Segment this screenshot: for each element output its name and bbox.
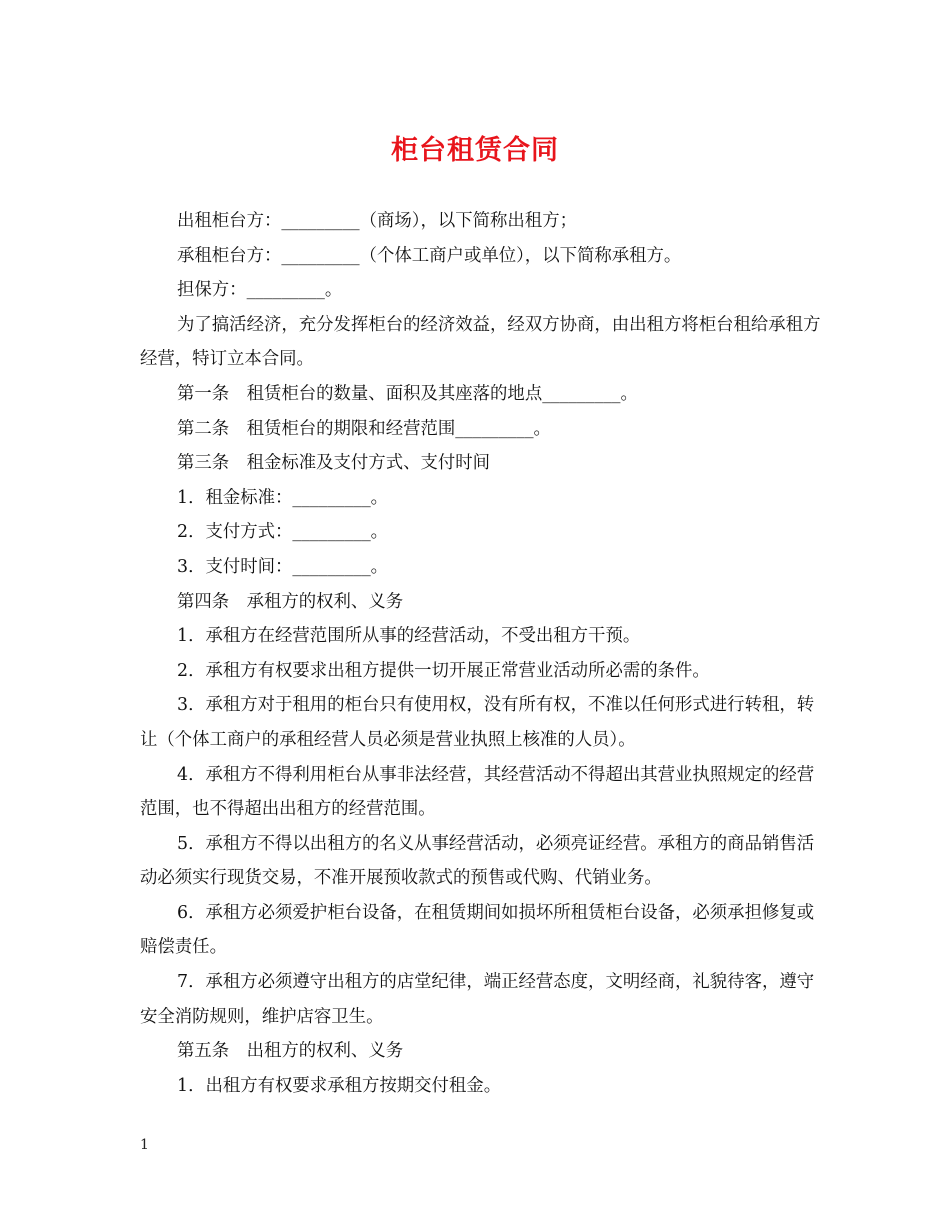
paragraph-guarantor: 担保方：_________。 (177, 280, 343, 301)
document-body (140, 204, 830, 1103)
page-number: 1 (140, 1137, 149, 1153)
article-3-heading: 第三条 租金标准及支付方式、支付时间 (177, 453, 491, 474)
article-4-item-1: 1．承租方在经营范围所从事的经营活动，不受出租方干预。 (177, 626, 641, 647)
article-3-item-3: 3．支付时间：_________。 (177, 556, 389, 577)
document-title: 柜台租赁合同 (391, 135, 559, 166)
paragraph-preamble: 为了搞活经济，充分发挥柜台的经济效益，经双方协商，由出租方将柜台租给承租方经营，特订立本合同。 (140, 314, 821, 370)
paragraph-lessor: 出租柜台方：_________（商场），以下简称出租方； (177, 211, 577, 231)
article-4-item-3: 3．承租方对于租用的柜台只有使用权，没有所有权，不准以任何形式进行转租，转让（个体工商户的承租经营人员必须是营业执照上核准的人员）。 (140, 695, 815, 750)
article-4-item-7: 7．承租方必须遵守出租方的店堂纪律，端正经营态度，文明经商，礼貌待客，遵守安全消防规则，维护店容卫生。 (140, 972, 815, 1027)
article-4-item-6: 6．承租方必须爱护柜台设备，在租赁期间如损坏所租赁柜台设备，必须承担修复或赔偿责任。 (140, 902, 815, 958)
article-1: 第一条 租赁柜台的数量、面积及其座落的地点_________。 (177, 383, 638, 404)
article-4-item-2: 2．承租方有权要求出租方提供一切开展正常营业活动所必需的条件。 (177, 660, 710, 681)
paragraph-lessee: 承租柜台方：_________（个体工商户或单位），以下简称承租方。 (177, 245, 682, 266)
article-4-item-4: 4．承租方不得利用柜台从事非法经营，其经营活动不得超出其营业执照规定的经营范围，也不得超出出租方的经营范围。 (140, 764, 815, 820)
article-4-item-5: 5．承租方不得以出租方的名义从事经营活动，必须亮证经营。承租方的商品销售活动必须实行现货交易，不准开展预收款式的预售或代购、代销业务。 (140, 833, 815, 889)
article-5-item-1: 1．出租方有权要求承租方按期交付租金。 (177, 1075, 502, 1096)
article-4-heading: 第四条 承租方的权利、义务 (177, 591, 404, 612)
article-2: 第二条 租赁柜台的期限和经营范围_________。 (177, 418, 551, 439)
article-3-item-2: 2．支付方式：_________。 (177, 522, 389, 543)
article-3-item-1: 1．租金标准：_________。 (177, 487, 389, 508)
article-5-heading: 第五条 出租方的权利、义务 (177, 1041, 404, 1062)
